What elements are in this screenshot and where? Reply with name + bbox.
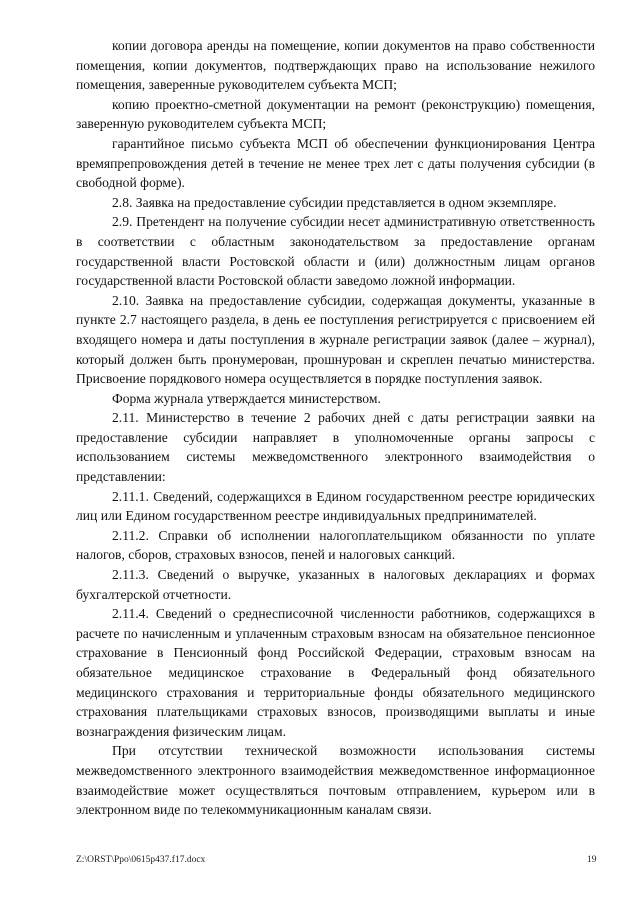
paragraph-journal-form: Форма журнала утверждается министерством. — [112, 390, 381, 406]
paragraph-design-docs: копию проектно-сметной документации на ремонт (реконструкцию) помещения, заверенную руководителем субъекта МСП; — [76, 96, 595, 132]
paragraph-2-9: 2.9. Претендент на получение субсидии несет административную ответственность в соответствии с областным законодательством за предоставление органам государственной власти Ростовской области и (или) должностным лицам органов государственной власти Ростовской области заведомо ложной информации. — [76, 214, 595, 289]
paragraph-2-11-3: 2.11.3. Сведений о выручке, указанных в налоговых декларациях и формах бухгалтерской отчетности. — [76, 567, 595, 602]
paragraph-lease-copies: копии договора аренды на помещение, копии документов на право собственности помещения, копии документов, подтверждающих право на использование нежилого помещения, заверенные руководителем субъекта МСП; — [76, 38, 595, 93]
page-number: 19 — [587, 855, 597, 865]
document-body — [76, 36, 595, 820]
paragraph-2-11-1: 2.11.1. Сведений, содержащихся в Едином государственном реестре юридических лиц или Едином государственном реестре индивидуальных предпринимателей. — [76, 488, 595, 524]
paragraph-guarantee-letter: гарантийное письмо субъекта МСП об обеспечении функционирования Центра времяпрепровождения детей в течение не менее трех лет с даты получения субсидии (в свободной форме). — [76, 135, 595, 191]
paragraph-no-technical-possibility: При отсутствии технической возможности использования системы межведомственного электронного взаимодействия межведомственное информационное взаимодействие может осуществляться почтовым отправлением, курьером или в электронном виде по телекоммуникационным каналам связи. — [76, 743, 595, 818]
footer-file-path: Z:\ORST\Ppo\0615p437.f17.docx — [76, 855, 206, 865]
paragraph-2-11-4: 2.11.4. Сведений о среднесписочной численности работников, содержащихся в расчете по начисленным и уплаченным страховым взносам на обязательное пенсионное страхование в Пенсионный фонд Российской Федерации, страховым взносам на обязательное медицинское страхование в Федеральный фонд обязательного медицинского страхования и территориальные фонды обязательного медицинского страхования плательщиками страховых взносов, производящими выплаты и иные вознаграждения физическим лицам. — [76, 606, 595, 739]
paragraph-2-10: 2.10. Заявка на предоставление субсидии, содержащая документы, указанные в пункте 2.7 настоящего раздела, в день ее поступления регистрируется с присвоением ей входящего номера и даты поступления в журнале регистрации заявок (далее – журнал), который должен быть пронумерован, прошнурован и скреплен печатью министерства. Присвоение порядкового номера осуществляется в порядке поступления заявок. — [76, 292, 595, 387]
paragraph-2-8: 2.8. Заявка на предоставление субсидии представляется в одном экземпляре. — [112, 194, 557, 210]
paragraph-2-11-2: 2.11.2. Справки об исполнении налогоплательщиком обязанности по уплате налогов, сборов, страховых взносов, пеней и налоговых санкций. — [76, 527, 595, 563]
paragraph-2-11: 2.11. Министерство в течение 2 рабочих дней с даты регистрации заявки на предоставление субсидии направляет в уполномоченные органы запросы с использованием системы межведомственного электронного взаимодействия о представлении: — [76, 410, 595, 485]
